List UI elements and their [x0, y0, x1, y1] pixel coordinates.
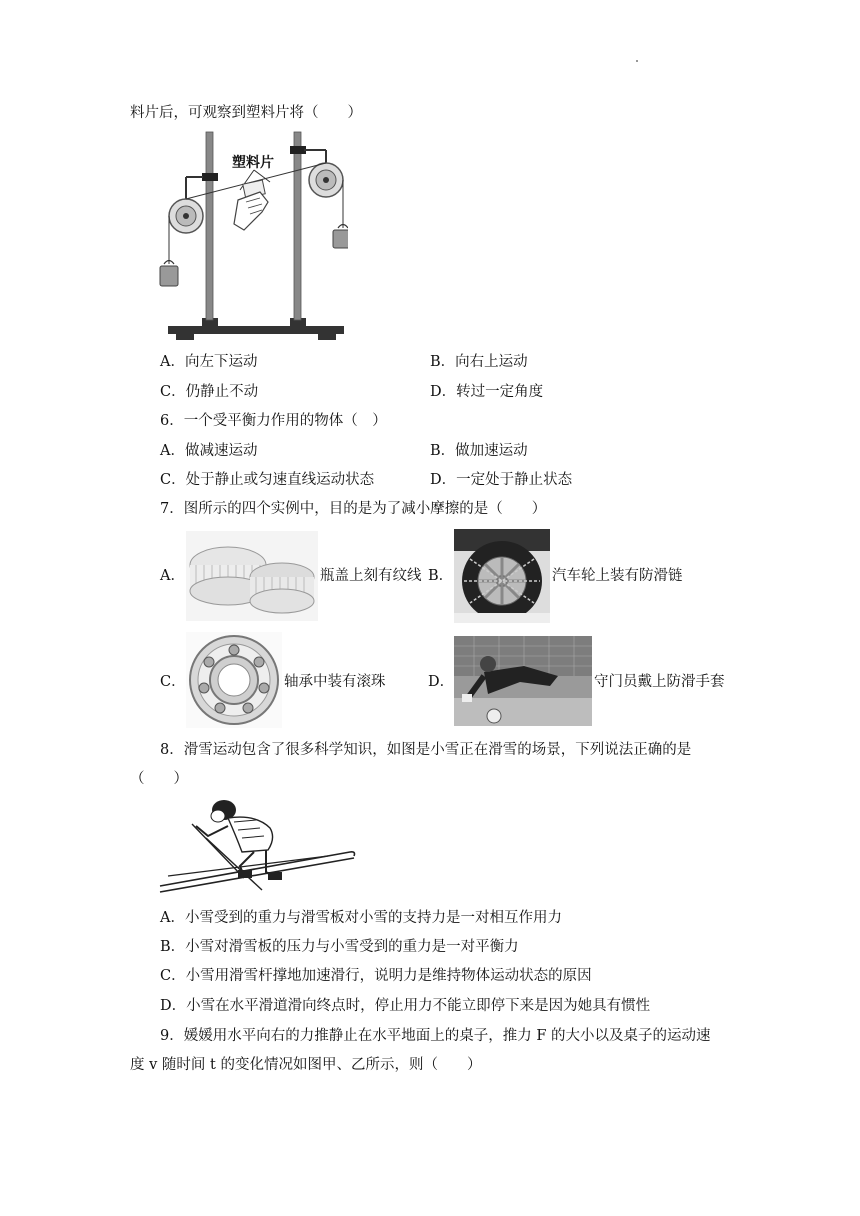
q7-option-d-letter: D．	[428, 674, 455, 690]
bottle-cap-photo	[186, 531, 318, 621]
q6-option-d: D．一定处于静止状态	[430, 472, 573, 488]
q7-option-d-text: 守门员戴上防滑手套	[594, 674, 725, 690]
q8-stem-line2: （ ）	[130, 771, 188, 787]
q7-option-c-letter: C．	[160, 674, 186, 690]
q8-option-c: C．小雪用滑雪杆撑地加速滑行，说明力是维持物体运动状态的原因	[160, 968, 592, 984]
q6-option-b: B．做加速运动	[430, 443, 528, 459]
q5-stem-tail: 料片后，可观察到塑料片将（ ）	[130, 105, 362, 121]
q5-option-c: C．仍静止不动	[160, 384, 259, 400]
ball-bearing-photo	[186, 632, 282, 728]
q7-option-c-text: 轴承中装有滚珠	[284, 674, 386, 690]
q5-option-a: A．向左下运动	[160, 354, 258, 370]
q5-option-b: B．向右上运动	[430, 354, 528, 370]
q6-stem: 6．一个受平衡力作用的物体（ ）	[160, 413, 387, 429]
q8-option-d: D．小雪在水平滑道滑向终点时，停止用力不能立即停下来是因为她具有惯性	[160, 998, 651, 1014]
q8-option-a: A．小雪受到的重力与滑雪板对小雪的支持力是一对相互作用力	[160, 910, 562, 926]
figure-label-plastic-card: 塑料片	[232, 155, 274, 171]
q8-stem-line1: 8．滑雪运动包含了很多科学知识，如图是小雪正在滑雪的场景，下列说法正确的是	[160, 742, 692, 758]
skier-figure	[158, 796, 358, 896]
q7-option-a-letter: A．	[160, 568, 185, 584]
q8-option-b: B．小雪对滑雪板的压力与小雪受到的重力是一对平衡力	[160, 939, 519, 955]
q9-stem-line2: 度 v 随时间 t 的变化情况如图甲、乙所示，则（ ）	[130, 1057, 482, 1073]
q7-option-a-text: 瓶盖上刻有纹线	[320, 568, 422, 584]
q5-option-d: D．转过一定角度	[430, 384, 544, 400]
q6-option-c: C．处于静止或匀速直线运动状态	[160, 472, 375, 488]
q9-stem-line1: 9．媛媛用水平向右的力推静止在水平地面上的桌子，推力 F 的大小以及桌子的运动速	[160, 1028, 711, 1044]
q7-option-b-text: 汽车轮上装有防滑链	[552, 568, 683, 584]
q6-option-a: A．做减速运动	[160, 443, 258, 459]
snow-chain-tire-photo	[454, 529, 550, 623]
page-mark	[636, 60, 638, 62]
goalkeeper-photo	[454, 636, 592, 726]
q7-option-b-letter: B．	[428, 568, 454, 584]
q7-stem: 7．图所示的四个实例中，目的是为了减小摩擦的是（ ）	[160, 501, 547, 517]
